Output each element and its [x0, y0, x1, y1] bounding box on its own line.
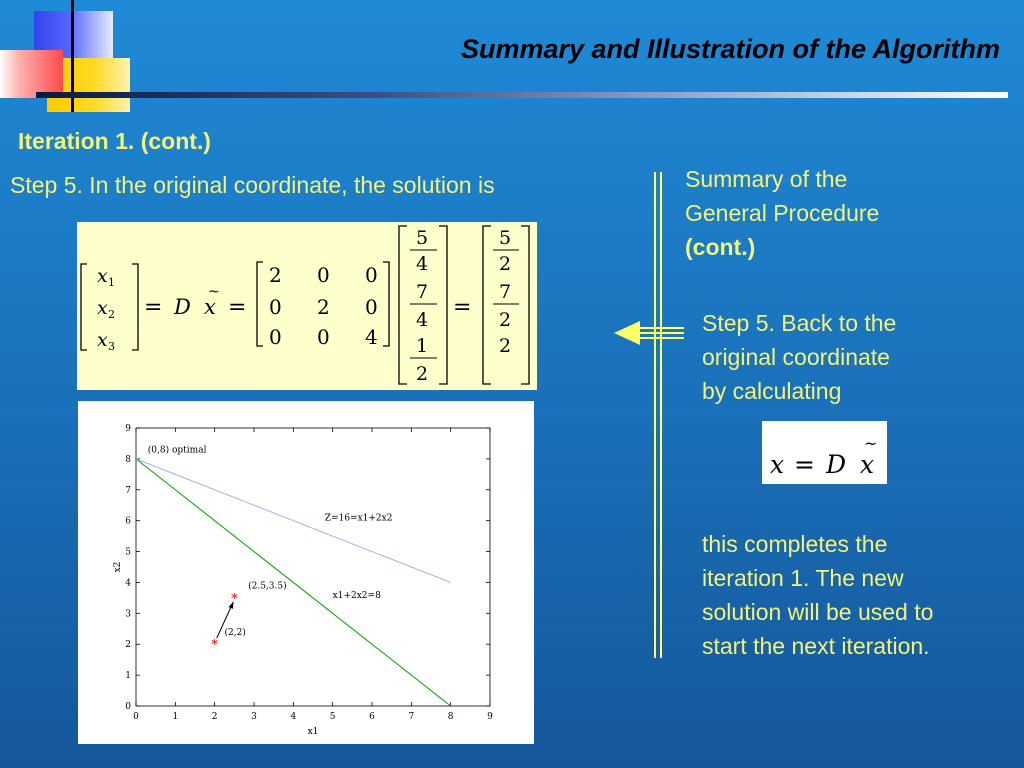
- d-matrix-cell: 2: [269, 263, 282, 287]
- formula-equals: =: [794, 450, 815, 479]
- title-rule: [36, 92, 1008, 98]
- conclusion-line: iteration 1. The new: [702, 565, 904, 591]
- x-tilde: x: [204, 295, 216, 319]
- chart-annotation: Z=16=x1+2x2: [324, 513, 393, 524]
- step5-back-text: [702, 306, 896, 408]
- equals-2: =: [228, 295, 247, 320]
- formula-x: x: [770, 450, 785, 479]
- summary-line: General Procedure: [685, 200, 880, 226]
- iteration-heading: Iteration 1. (cont.): [18, 128, 211, 154]
- conclusion-line: this completes the: [702, 531, 888, 557]
- formula-tilde: ~: [864, 434, 878, 453]
- chart-annotation: (0,8) optimal: [147, 445, 207, 456]
- step5-text: Step 5. In the original coordinate, the solution is: [10, 172, 495, 198]
- summary-line: Summary of the: [685, 166, 848, 192]
- lhs-x2-sub: 2: [108, 308, 115, 321]
- x-tick-label: 1: [172, 712, 179, 722]
- x-tick-label: 2: [211, 712, 218, 722]
- d-matrix-cell: 0: [317, 263, 330, 287]
- result-vector: [493, 227, 519, 357]
- summary-line: (cont.): [685, 234, 756, 260]
- lhs-x1-sub: 1: [108, 276, 115, 289]
- x-tick-label: 6: [369, 712, 375, 722]
- step5-back-line: Step 5. Back to the: [702, 310, 897, 336]
- equals-3: =: [453, 295, 472, 320]
- fraction-denominator: 2: [416, 363, 429, 385]
- y-tick-label: 6: [125, 516, 131, 527]
- chart-annotation: (2.5,3.5): [248, 581, 287, 592]
- divider-lines: [653, 172, 663, 660]
- slide-title: Summary and Illustration of the Algorithm: [460, 34, 1000, 64]
- y-tick-label: 1: [125, 671, 131, 682]
- conclusion-line: start the next iteration.: [702, 633, 930, 659]
- conclusion-text: [702, 527, 933, 663]
- chart-annotation: x1+2x2=8: [332, 590, 381, 601]
- y-tick-label: 0: [125, 702, 131, 712]
- conclusion-line: solution will be used to: [702, 599, 934, 625]
- d-matrix: [269, 263, 378, 349]
- fraction-numerator: 7: [499, 281, 512, 303]
- fraction-denominator: 4: [416, 309, 429, 331]
- formula-D: D: [826, 450, 847, 479]
- x-tick-label: 0: [133, 712, 139, 722]
- x-axis-label: x1: [307, 727, 319, 737]
- chart-svg: [78, 401, 534, 744]
- y-tick-label: 3: [125, 609, 131, 620]
- step5-back-line: by calculating: [702, 378, 842, 404]
- d-matrix-cell: 2: [317, 295, 330, 319]
- d-matrix-cell: 0: [317, 325, 330, 349]
- fraction-numerator: 5: [499, 227, 512, 249]
- plot-box: [78, 401, 534, 744]
- D-symbol: D: [174, 295, 191, 319]
- d-matrix-cell: 0: [269, 295, 282, 319]
- point-marker: *: [211, 638, 218, 654]
- lhs-x1: x: [97, 265, 108, 287]
- summary-heading: [685, 162, 879, 264]
- fraction-numerator: 2: [499, 335, 512, 357]
- point-marker: *: [231, 591, 238, 607]
- chart-annotation: (2,2): [224, 627, 246, 638]
- x-tick-label: 8: [447, 712, 454, 722]
- y-tick-label: 4: [125, 578, 131, 589]
- y-tick-label: 8: [125, 454, 131, 465]
- lhs-x3: x: [97, 329, 108, 351]
- y-tick-label: 2: [125, 640, 131, 651]
- fraction-denominator: 2: [499, 253, 512, 275]
- fraction-denominator: 4: [416, 253, 429, 275]
- y-tick-label: 9: [125, 424, 131, 434]
- fraction-numerator: 7: [416, 281, 429, 303]
- equals-1: =: [144, 295, 163, 320]
- y-tick-label: 5: [125, 547, 131, 558]
- series-line: [136, 459, 451, 706]
- xtilde-vector: [410, 227, 437, 385]
- d-matrix-cell: 4: [365, 325, 378, 349]
- y-axis-label: x2: [113, 561, 123, 573]
- d-matrix-cell: 0: [365, 295, 378, 319]
- lhs-x2: x: [97, 297, 108, 319]
- plot-frame: [136, 428, 490, 706]
- equation-svg: [77, 222, 537, 390]
- fraction-denominator: 2: [499, 309, 512, 331]
- formula-svg: [762, 421, 887, 484]
- x-tick-label: 7: [408, 712, 415, 722]
- lhs-x3-sub: 3: [108, 340, 115, 353]
- formula-box: [762, 421, 887, 484]
- fraction-numerator: 1: [416, 335, 429, 357]
- decor-red-square: [0, 50, 63, 98]
- x-tick-label: 3: [251, 712, 257, 722]
- equation-box: [77, 222, 537, 390]
- fraction-numerator: 5: [416, 227, 429, 249]
- x-tick-label: 4: [290, 712, 297, 722]
- y-tick-label: 7: [125, 485, 131, 496]
- step5-back-line: original coordinate: [702, 344, 890, 370]
- d-matrix-cell: 0: [269, 325, 282, 349]
- series-line: [136, 459, 451, 583]
- d-matrix-cell: 0: [365, 263, 378, 287]
- x-tick-label: 9: [487, 712, 493, 722]
- x-tick-label: 5: [329, 712, 336, 722]
- tilde-symbol: ~: [208, 284, 220, 300]
- left-arrow-icon: [612, 318, 686, 348]
- formula-x-tilde: x: [860, 450, 875, 479]
